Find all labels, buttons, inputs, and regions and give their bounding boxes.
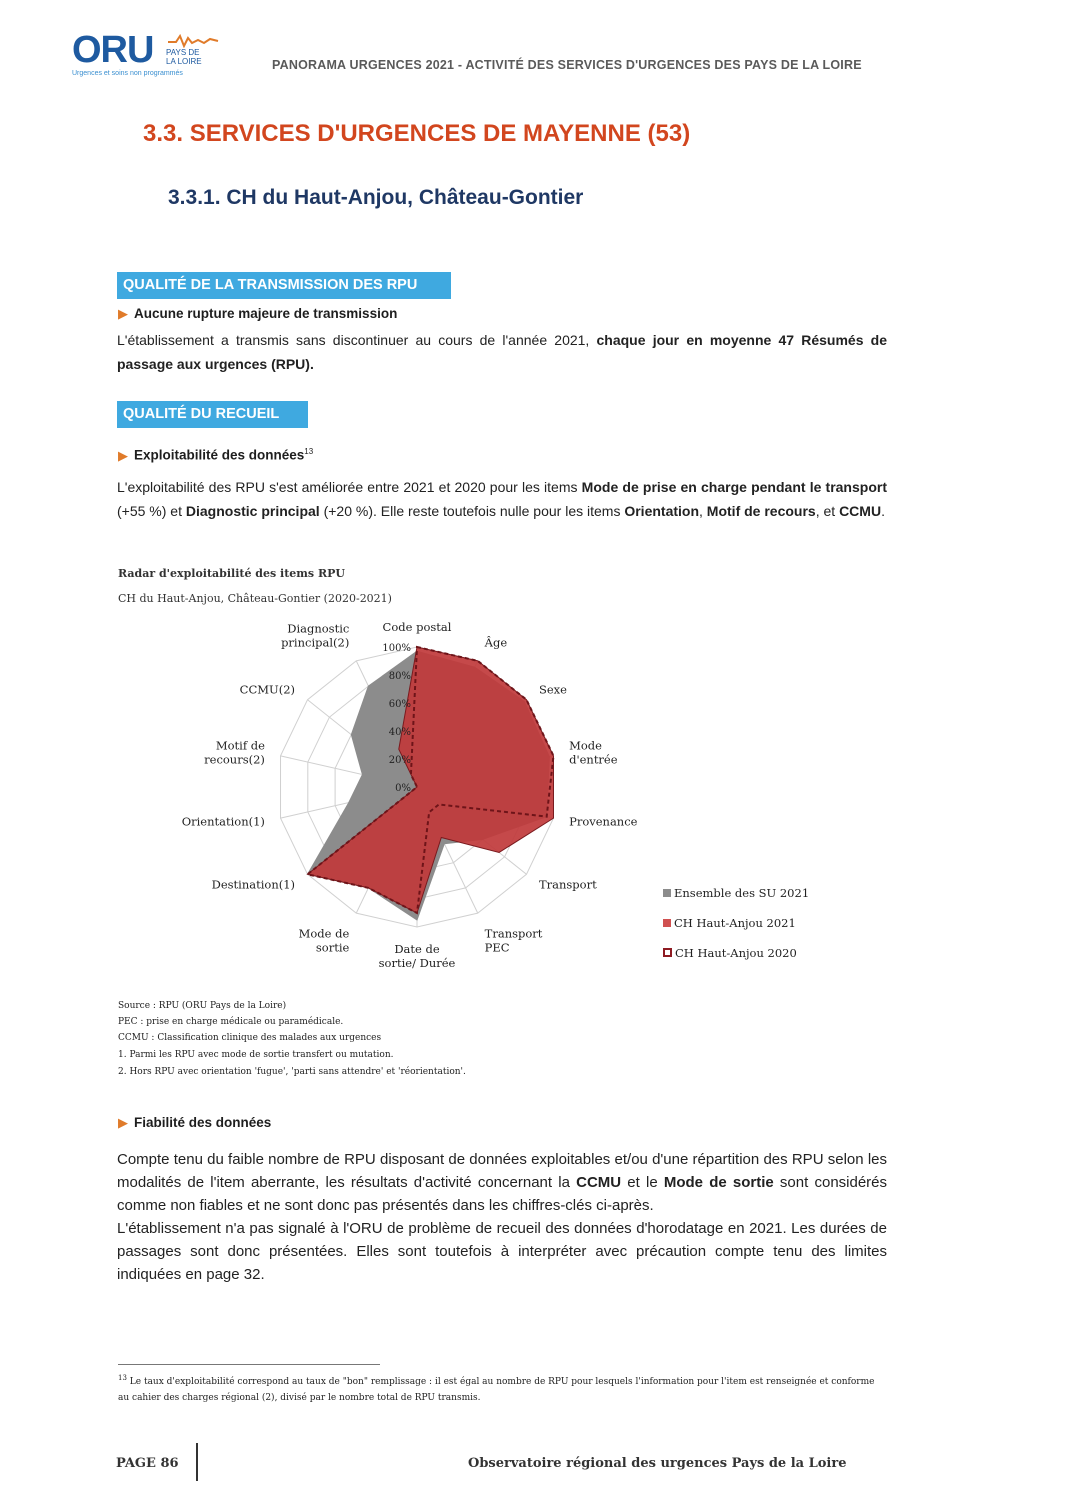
footnote bbox=[118, 1370, 888, 1406]
radar-tick-label: 0% bbox=[395, 783, 411, 794]
radar-axis-label: Transport PEC bbox=[484, 926, 543, 955]
fiabilite-text: sont considérés comme non fiables et ne sont donc pas présentés dans les chiffres-clés ci-après. bbox=[117, 1174, 888, 1214]
legend-swatch bbox=[663, 889, 671, 897]
chart-note: 1. Parmi les RPU avec mode de sortie transfert ou mutation. bbox=[118, 1050, 394, 1060]
header-title: PANORAMA URGENCES 2021 - ACTIVITÉ DES SERVICES D'URGENCES DES PAYS DE LA LOIRE bbox=[272, 58, 862, 72]
radar-axis-label: Transport bbox=[538, 877, 597, 892]
legend-label: Ensemble des SU 2021 bbox=[674, 886, 810, 900]
recueil-text: (+20 %). Elle reste toutefois nulle pour les items bbox=[319, 503, 625, 519]
radar-tick-label: 60% bbox=[388, 699, 411, 710]
legend-item-2021 bbox=[663, 916, 796, 930]
paragraph-fiabilite bbox=[117, 1148, 887, 1286]
footnote-number: 13 bbox=[118, 1374, 127, 1382]
subhead-rupture bbox=[118, 306, 397, 322]
radar-axis-label: Âge bbox=[484, 635, 508, 650]
radar-axis-label: Code postal bbox=[382, 620, 452, 634]
radar-axis-label: CCMU(2) bbox=[239, 682, 296, 697]
recueil-bold: CCMU bbox=[839, 503, 882, 519]
triangle-bullet-icon: ▶ bbox=[118, 306, 128, 321]
legend-label: CH Haut-Anjou 2021 bbox=[674, 916, 796, 930]
radar-tick-label: 80% bbox=[388, 671, 411, 682]
legend-swatch bbox=[663, 948, 672, 957]
recueil-text: L'exploitabilité des RPU s'est améliorée entre 2021 et 2020 pour les items bbox=[117, 479, 582, 495]
radar-axis-label: Mode d'entrée bbox=[569, 738, 618, 767]
radar-axis-label: Mode de sortie bbox=[298, 926, 350, 955]
chart-note: 2. Hors RPU avec orientation 'fugue', 'parti sans attendre' et 'réorientation'. bbox=[118, 1067, 466, 1077]
paragraph-exploitabilite bbox=[117, 475, 887, 523]
recueil-text: (+55 %) et bbox=[117, 503, 186, 519]
subhead-fiabilite-text: Fiabilité des données bbox=[134, 1115, 272, 1130]
chart-note: Source : RPU (ORU Pays de la Loire) bbox=[118, 1001, 287, 1011]
legend-label: CH Haut-Anjou 2020 bbox=[675, 946, 797, 960]
logo-wordmark: ORU bbox=[72, 29, 154, 71]
chart-title: Radar d'exploitabilité des items RPU bbox=[118, 567, 345, 580]
radar-axis-label: Orientation(1) bbox=[181, 814, 265, 829]
logo-tagline: Urgences et soins non programmés bbox=[72, 70, 183, 77]
recueil-text: , bbox=[699, 503, 707, 519]
triangle-bullet-icon: ▶ bbox=[118, 1115, 128, 1130]
footer-divider bbox=[196, 1443, 198, 1481]
radar-axis-label: Date de sortie/ Durée bbox=[378, 942, 456, 970]
radar-axis-label: Sexe bbox=[538, 682, 567, 697]
page-number: PAGE 86 bbox=[116, 1456, 179, 1471]
fiabilite-text: et le bbox=[621, 1174, 664, 1191]
radar-chart bbox=[150, 610, 870, 990]
footnote-ref: 13 bbox=[304, 447, 314, 456]
legend-item-ensemble bbox=[663, 886, 809, 900]
legend-swatch bbox=[663, 919, 671, 927]
band-recueil: QUALITÉ DU RECUEIL bbox=[117, 401, 308, 428]
chart-subtitle: CH du Haut-Anjou, Château-Gontier (2020-2021) bbox=[118, 592, 392, 605]
transmission-text-1: L'établissement a transmis sans discontinuer au cours de l'année 2021, bbox=[117, 332, 597, 348]
subhead-fiabilite bbox=[118, 1115, 271, 1131]
chart-note: PEC : prise en charge médicale ou paramédicale. bbox=[118, 1017, 344, 1027]
subhead-rupture-text: Aucune rupture majeure de transmission bbox=[134, 306, 398, 321]
subhead-exploitabilite-text: Exploitabilité des données bbox=[134, 447, 305, 463]
recueil-text: . bbox=[881, 503, 885, 519]
radar-tick-label: 20% bbox=[388, 755, 411, 766]
fiabilite-text: L'établissement n'a pas signalé à l'ORU de problème de recueil des données d'horodatage en 2021. Les durées de passages sont donc présentées. Elles sont toutefois à interpréter avec précaution compte tenu des limites indiquées en page 32. bbox=[117, 1220, 887, 1283]
fiabilite-text: Compte tenu du faible nombre de RPU disposant de données exploitables et/ou d'une répartition des RPU selon les modalités de l'item aberrante, les résultats d'activité concernant la bbox=[117, 1151, 887, 1191]
footer-organization: Observatoire régional des urgences Pays de la Loire bbox=[468, 1456, 847, 1471]
radar-tick-label: 100% bbox=[382, 643, 411, 654]
triangle-bullet-icon: ▶ bbox=[118, 447, 128, 463]
recueil-bold: Motif de recours bbox=[706, 503, 816, 519]
fiabilite-bold: CCMU bbox=[576, 1174, 622, 1191]
radar-axis-label: Diagnostic principal(2) bbox=[281, 621, 350, 650]
recueil-bold: Diagnostic principal bbox=[185, 503, 320, 519]
logo-wave-icon bbox=[168, 34, 220, 48]
paragraph-transmission bbox=[117, 328, 887, 376]
radar-axis-label: Provenance bbox=[569, 814, 638, 829]
oru-logo bbox=[72, 30, 222, 80]
transmission-text-bold: chaque jour en moyenne 47 Résumés de passage aux urgences (RPU). bbox=[117, 332, 887, 372]
recueil-bold: Mode de prise en charge pendant le transport bbox=[581, 479, 887, 495]
footnote-text: Le taux d'exploitabilité correspond au taux de "bon" remplissage : il est égal au nombre de RPU pour lesquels l'information pour l'item est renseignée et conforme au cahier des charges régional (2), divisé par le nombre total de RPU transmis. bbox=[118, 1377, 875, 1403]
recueil-text: , et bbox=[815, 503, 840, 519]
recueil-bold: Orientation bbox=[624, 503, 700, 519]
footnote-divider bbox=[118, 1364, 380, 1365]
logo-region: PAYS DE LA LOIRE bbox=[166, 48, 202, 66]
chart-note: CCMU : Classification clinique des malades aux urgences bbox=[118, 1033, 382, 1043]
radar-axis-label: Destination(1) bbox=[211, 877, 296, 892]
legend-item-2020 bbox=[663, 946, 797, 960]
radar-tick-label: 40% bbox=[388, 727, 411, 738]
section-title: 3.3. SERVICES D'URGENCES DE MAYENNE (53) bbox=[143, 120, 691, 147]
fiabilite-bold: Mode de sortie bbox=[663, 1174, 774, 1191]
subhead-exploitabilite bbox=[118, 447, 313, 464]
radar-axis-label: Motif de recours(2) bbox=[204, 738, 265, 767]
band-transmission: QUALITÉ DE LA TRANSMISSION DES RPU bbox=[117, 272, 451, 299]
subsection-title: 3.3.1. CH du Haut-Anjou, Château-Gontier bbox=[168, 186, 584, 209]
